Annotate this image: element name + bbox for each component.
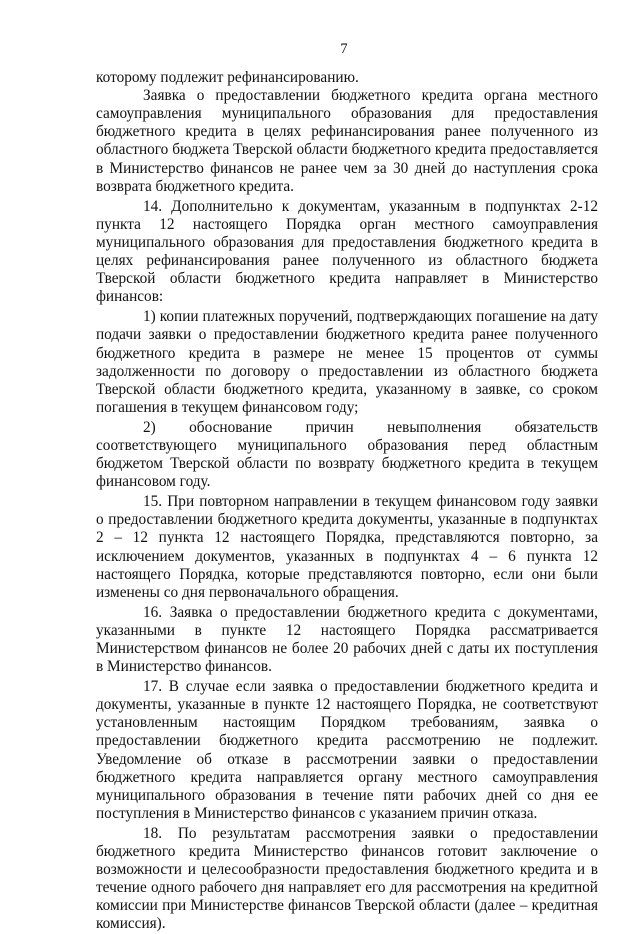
paragraph-application-timing: Заявка о предоставлении бюджетного кредита органа местного самоуправления муниципального образования для предоставления бюджетного кредита в целях рефинансирования ранее полученного из областного бюджета Тверской области бюджетного кредита предоставляется в Министерство финансов не ранее чем за 30 дней до наступления срока возврата бюджетного кредита. (96, 87, 598, 195)
document-page (96, 40, 598, 934)
paragraph-item-16: 16. Заявка о предоставлении бюджетного кредита с документами, указанными в пункте 12 настоящего Порядка рассматривается Министерством финансов не более 20 рабочих дней с даты их поступления в Министерство финансов. (96, 603, 598, 676)
paragraph-item-15: 15. При повторном направлении в текущем финансовом году заявки о предоставлении бюджетного кредита документы, указанные в подпунктах 2 – 12 пункта 12 настоящего Порядка, представляются повторно, за исключением документов, указанных в подпунктах 4 – 6 пункта 12 настоящего Порядка, которые представляются повторно, если они были изменены со дня первоначального обращения. (96, 493, 598, 601)
paragraph-subitem-1: 1) копии платежных поручений, подтверждающих погашение на дату подачи заявки о предоставлении бюджетного кредита ранее полученного бюджетного кредита в размере не менее 15 процентов от суммы задолженности по договору о предоставлении из областного бюджета Тверской области бюджетного кредита, указанному в заявке, со сроком погашения в текущем финансовом году; (96, 308, 598, 416)
paragraph-item-14: 14. Дополнительно к документам, указанным в подпунктах 2-12 пункта 12 настоящего Порядка орган местного самоуправления муниципального образования для предоставления бюджетного кредита в целях рефинансирования ранее полученного из областного бюджета Тверской области бюджетного кредита направляет в Министерство финансов: (96, 197, 598, 306)
page-number: 7 (340, 41, 348, 57)
paragraph-subitem-2: 2) обоснование причин невыполнения обязательств соответствующего муниципального образования перед областным бюджетом Тверской области по возврату бюджетного кредита в текущем финансовом году. (96, 418, 598, 491)
paragraph-continuation: которому подлежит рефинансированию. (96, 69, 359, 87)
paragraph-item-18: 18. По результатам рассмотрения заявки о предоставлении бюджетного кредита Министерство финансов готовит заключение о возможности и целесообразности предоставления бюджетного кредита и в течение одного рабочего дня направляет его для рассмотрения на кредитной комиссии при Министерстве финансов Тверской области (далее – кредитная комиссия). (96, 824, 598, 933)
paragraph-item-17: 17. В случае если заявка о предоставлении бюджетного кредита и документы, указанные в пункте 12 настоящего Порядка, не соответствуют установленным настоящим Порядком требованиям, заявка о предоставлении бюджетного кредита рассмотрению не подлежит. Уведомление об отказе в рассмотрении заявки о предоставлении бюджетного кредита направляется органу местного самоуправления муниципального образования в течение пяти рабочих дней со дня ее поступления в Министерство финансов с указанием причин отказа. (96, 678, 598, 822)
